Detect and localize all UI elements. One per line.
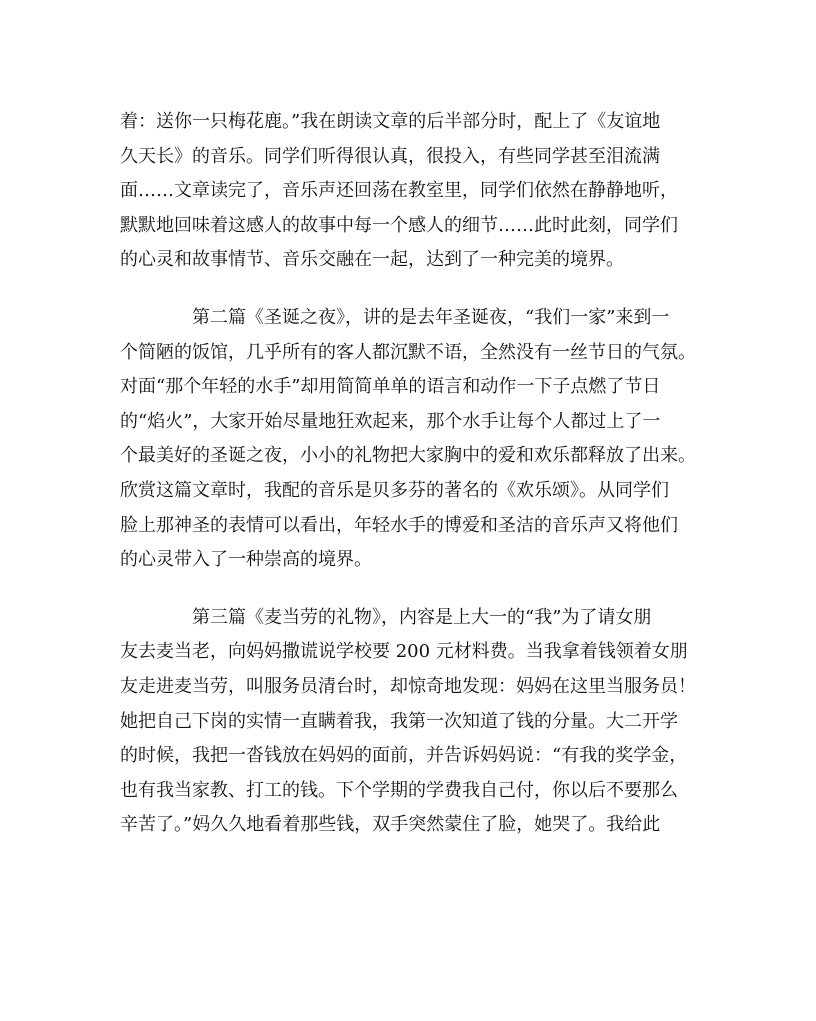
text-line: 的“焰火”，大家开始尽量地狂欢起来，那个水手让每个人都过上了一 bbox=[120, 410, 661, 432]
text-line: 的心灵和故事情节、音乐交融在一起，达到了一种完美的境界。 bbox=[120, 249, 624, 271]
text-line: 第三篇《麦当劳的礼物》，内容是上大一的“我”为了请女朋 bbox=[192, 606, 652, 628]
text-line: 的时候，我把一沓钱放在妈妈的面前，并告诉妈妈说：“有我的奖学金， bbox=[120, 745, 688, 767]
text-line: 着：送你一只梅花鹿。”我在朗读文章的后半部分时，配上了《友谊地 bbox=[120, 111, 661, 132]
document-body bbox=[120, 105, 697, 843]
text-line: 友去麦当老，向妈妈撒谎说学校要 200 元材料费。当我拿着钱领着女朋 bbox=[120, 641, 688, 663]
text-line: 默默地回味着这感人的故事中每一个感人的细节……此时此刻，同学们 bbox=[120, 214, 678, 236]
text-line: 久天长》的音乐。同学们听得很认真，很投入，有些同学甚至泪流满 bbox=[120, 145, 660, 167]
text-line: 面……文章读完了，音乐声还回荡在教室里，同学们依然在静静地听， bbox=[120, 180, 678, 202]
text-line: 辛苦了。”妈久久地看着那些钱，双手突然蒙住了脸，她哭了。我给此 bbox=[120, 814, 661, 836]
paragraph-3 bbox=[120, 601, 697, 843]
paragraph-spacer bbox=[120, 578, 697, 601]
text-line: 对面“那个年轻的水手”却用简简单单的语言和动作一下子点燃了节日 bbox=[120, 376, 661, 398]
text-line: 个简陋的饭馆，几乎所有的客人都沉默不语，全然没有一丝节日的气氛。 bbox=[120, 341, 696, 363]
text-line: 第二篇《圣诞之夜》，讲的是去年圣诞夜，“我们一家”来到一 bbox=[192, 306, 670, 328]
paragraph-2 bbox=[120, 301, 697, 578]
paragraph-1 bbox=[120, 105, 697, 278]
paragraph-spacer bbox=[120, 278, 697, 301]
text-line: 也有我当家教、打工的钱。下个学期的学费我自己付，你以后不要那么 bbox=[120, 779, 678, 801]
text-line: 她把自己下岗的实情一直瞒着我，我第一次知道了钱的分量。大二开学 bbox=[120, 710, 678, 732]
text-line: 个最美好的圣诞之夜，小小的礼物把大家胸中的爱和欢乐都释放了出来。 bbox=[120, 445, 696, 467]
text-line: 欣赏这篇文章时，我配的音乐是贝多芬的著名的《欢乐颂》。从同学们 bbox=[120, 479, 669, 501]
text-line: 脸上那神圣的表情可以看出，年轻水手的博爱和圣洁的音乐声又将他们 bbox=[120, 514, 678, 536]
text-line: 友走进麦当劳，叫服务员清台时，却惊奇地发现：妈妈在这里当服务员！ bbox=[120, 675, 696, 697]
text-line: 的心灵带入了一种崇高的境界。 bbox=[120, 549, 372, 571]
